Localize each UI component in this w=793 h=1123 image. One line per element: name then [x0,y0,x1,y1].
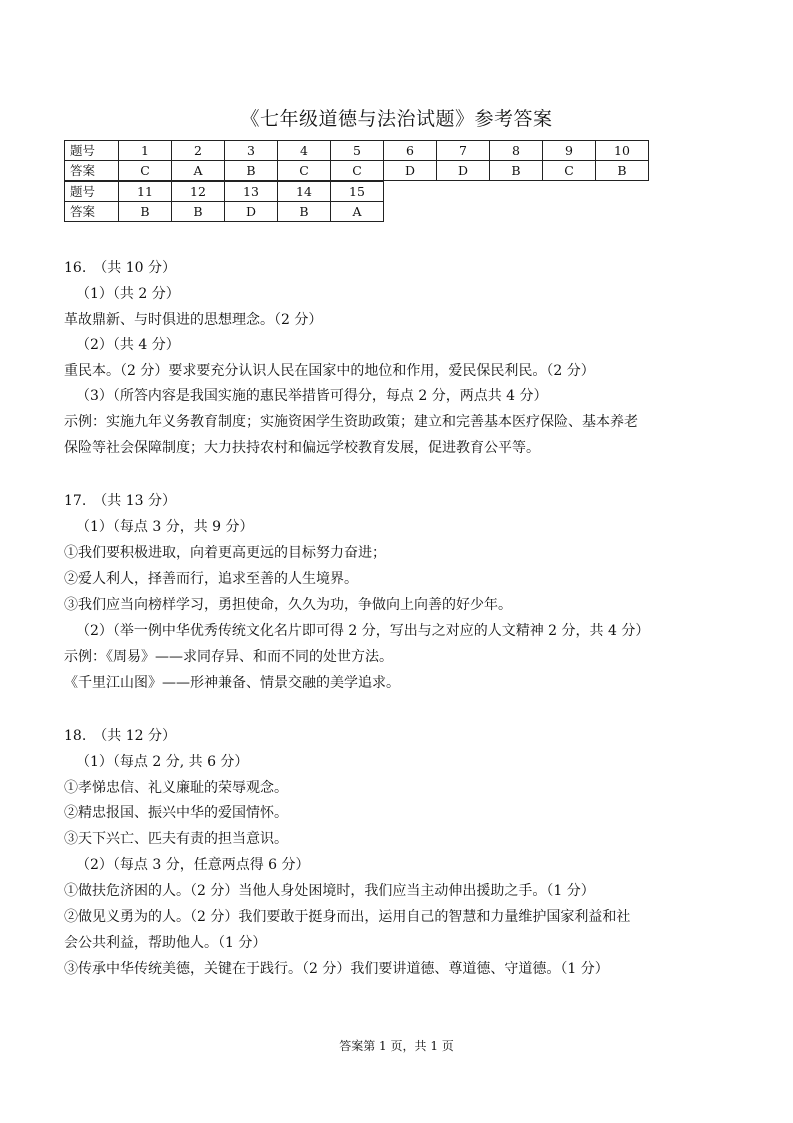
answer-line: ②精忠报国、振兴中华的爱国情怀。 [64,805,288,821]
table-cell: D [384,161,437,181]
table-cell: B [225,161,278,181]
answer-line: ③天下兴亡、匹夫有责的担当意识。 [64,831,288,847]
table-cell: 4 [278,141,331,161]
table-cell: 2 [172,141,225,161]
answer-line: 会公共利益，帮助他人。（1 分） [64,935,267,951]
table-cell: A [331,202,384,222]
answer-line: 示例：《周易》——求同存异、和而不同的处世方法。 [64,649,393,665]
question-part-heading: （1）（共 2 分） [76,286,180,302]
table-cell: 6 [384,141,437,161]
answer-line: 示例：实施九年义务教育制度；实施资困学生资助政策；建立和完善基本医疗保险、基本养老 [64,414,638,430]
question-part-heading: （3）（所答内容是我国实施的惠民举措皆可得分，每点 2 分，两点共 4 分） [76,388,548,404]
table-cell: B [278,202,331,222]
answer-line: ②做见义勇为的人。（2 分）我们要敢于挺身而出，运用自己的智慧和力量维护国家利益和社 [64,909,631,925]
answer-table-1 [64,140,649,181]
table-cell: B [119,202,172,222]
row-label-question: 题号 [65,141,119,161]
question-number-row [65,182,384,202]
table-cell: 13 [225,182,278,202]
answer-line: ②爱人利人，择善而行，追求至善的人生境界。 [64,571,358,587]
question-part-heading: （2）（共 4 分） [76,337,180,353]
table-cell: C [331,161,384,181]
table-cell: B [596,161,649,181]
table-cell: C [543,161,596,181]
answer-row [65,161,649,181]
row-label-answer: 答案 [65,161,119,181]
table-cell: C [119,161,172,181]
question-part-heading: （1）（每点 2 分, 共 6 分） [76,754,249,770]
table-cell: 14 [278,182,331,202]
answer-line: ③我们应当向榜样学习，勇担使命，久久为功，争做向上向善的好少年。 [64,597,512,613]
page-footer: 答案第 1 页，共 1 页 [339,1039,454,1053]
answer-row [65,202,384,222]
section-16-heading: 16. （共 10 分） [64,260,176,276]
table-cell: 9 [543,141,596,161]
table-cell: C [278,161,331,181]
section-17-heading: 17. （共 13 分） [64,493,176,509]
table-cell: B [490,161,543,181]
answer-line: 重民本。（2 分）要求要充分认识人民在国家中的地位和作用，爱民保民利民。（2 分） [64,363,595,379]
table-cell: D [437,161,490,181]
answer-line: 保险等社会保障制度；大力扶持农村和偏远学校教育发展，促进教育公平等。 [64,440,540,456]
answer-line: ①孝悌忠信、礼义廉耻的荣辱观念。 [64,780,288,796]
table-cell: B [172,202,225,222]
section-18-heading: 18. （共 12 分） [64,728,176,744]
table-cell: 5 [331,141,384,161]
table-cell: 8 [490,141,543,161]
question-part-heading: （2）（每点 3 分，任意两点得 6 分） [76,857,310,873]
question-part-heading: （1）（每点 3 分，共 9 分） [76,519,254,535]
answer-line: 革故鼎新、与时俱进的思想理念。（2 分） [64,312,323,328]
row-label-answer: 答案 [65,202,119,222]
table-cell: 15 [331,182,384,202]
table-cell: 12 [172,182,225,202]
answer-line: 《千里江山图》——形神兼备、情景交融的美学追求。 [64,675,400,691]
table-cell: 11 [119,182,172,202]
question-number-row [65,141,649,161]
table-cell: 7 [437,141,490,161]
table-cell: D [225,202,278,222]
question-part-heading: （2）（举一例中华优秀传统文化名片即可得 2 分，写出与之对应的人文精神 2 分，共 4 分） [76,623,650,639]
page-title: 《七年级道德与法治试题》参考答案 [240,108,553,130]
table-cell: A [172,161,225,181]
row-label-question: 题号 [65,182,119,202]
answer-line: ①做扶危济困的人。（2 分）当他人身处困境时，我们应当主动伸出援助之手。（1 分） [64,883,595,899]
answer-table-2 [64,181,384,222]
table-cell: 3 [225,141,278,161]
answer-line: ③传承中华传统美德，关键在于践行。（2 分）我们要讲道德、尊道德、守道德。（1 分） [64,961,609,977]
answer-line: ①我们要积极进取，向着更高更远的目标努力奋进； [64,545,386,561]
table-cell: 10 [596,141,649,161]
table-cell: 1 [119,141,172,161]
